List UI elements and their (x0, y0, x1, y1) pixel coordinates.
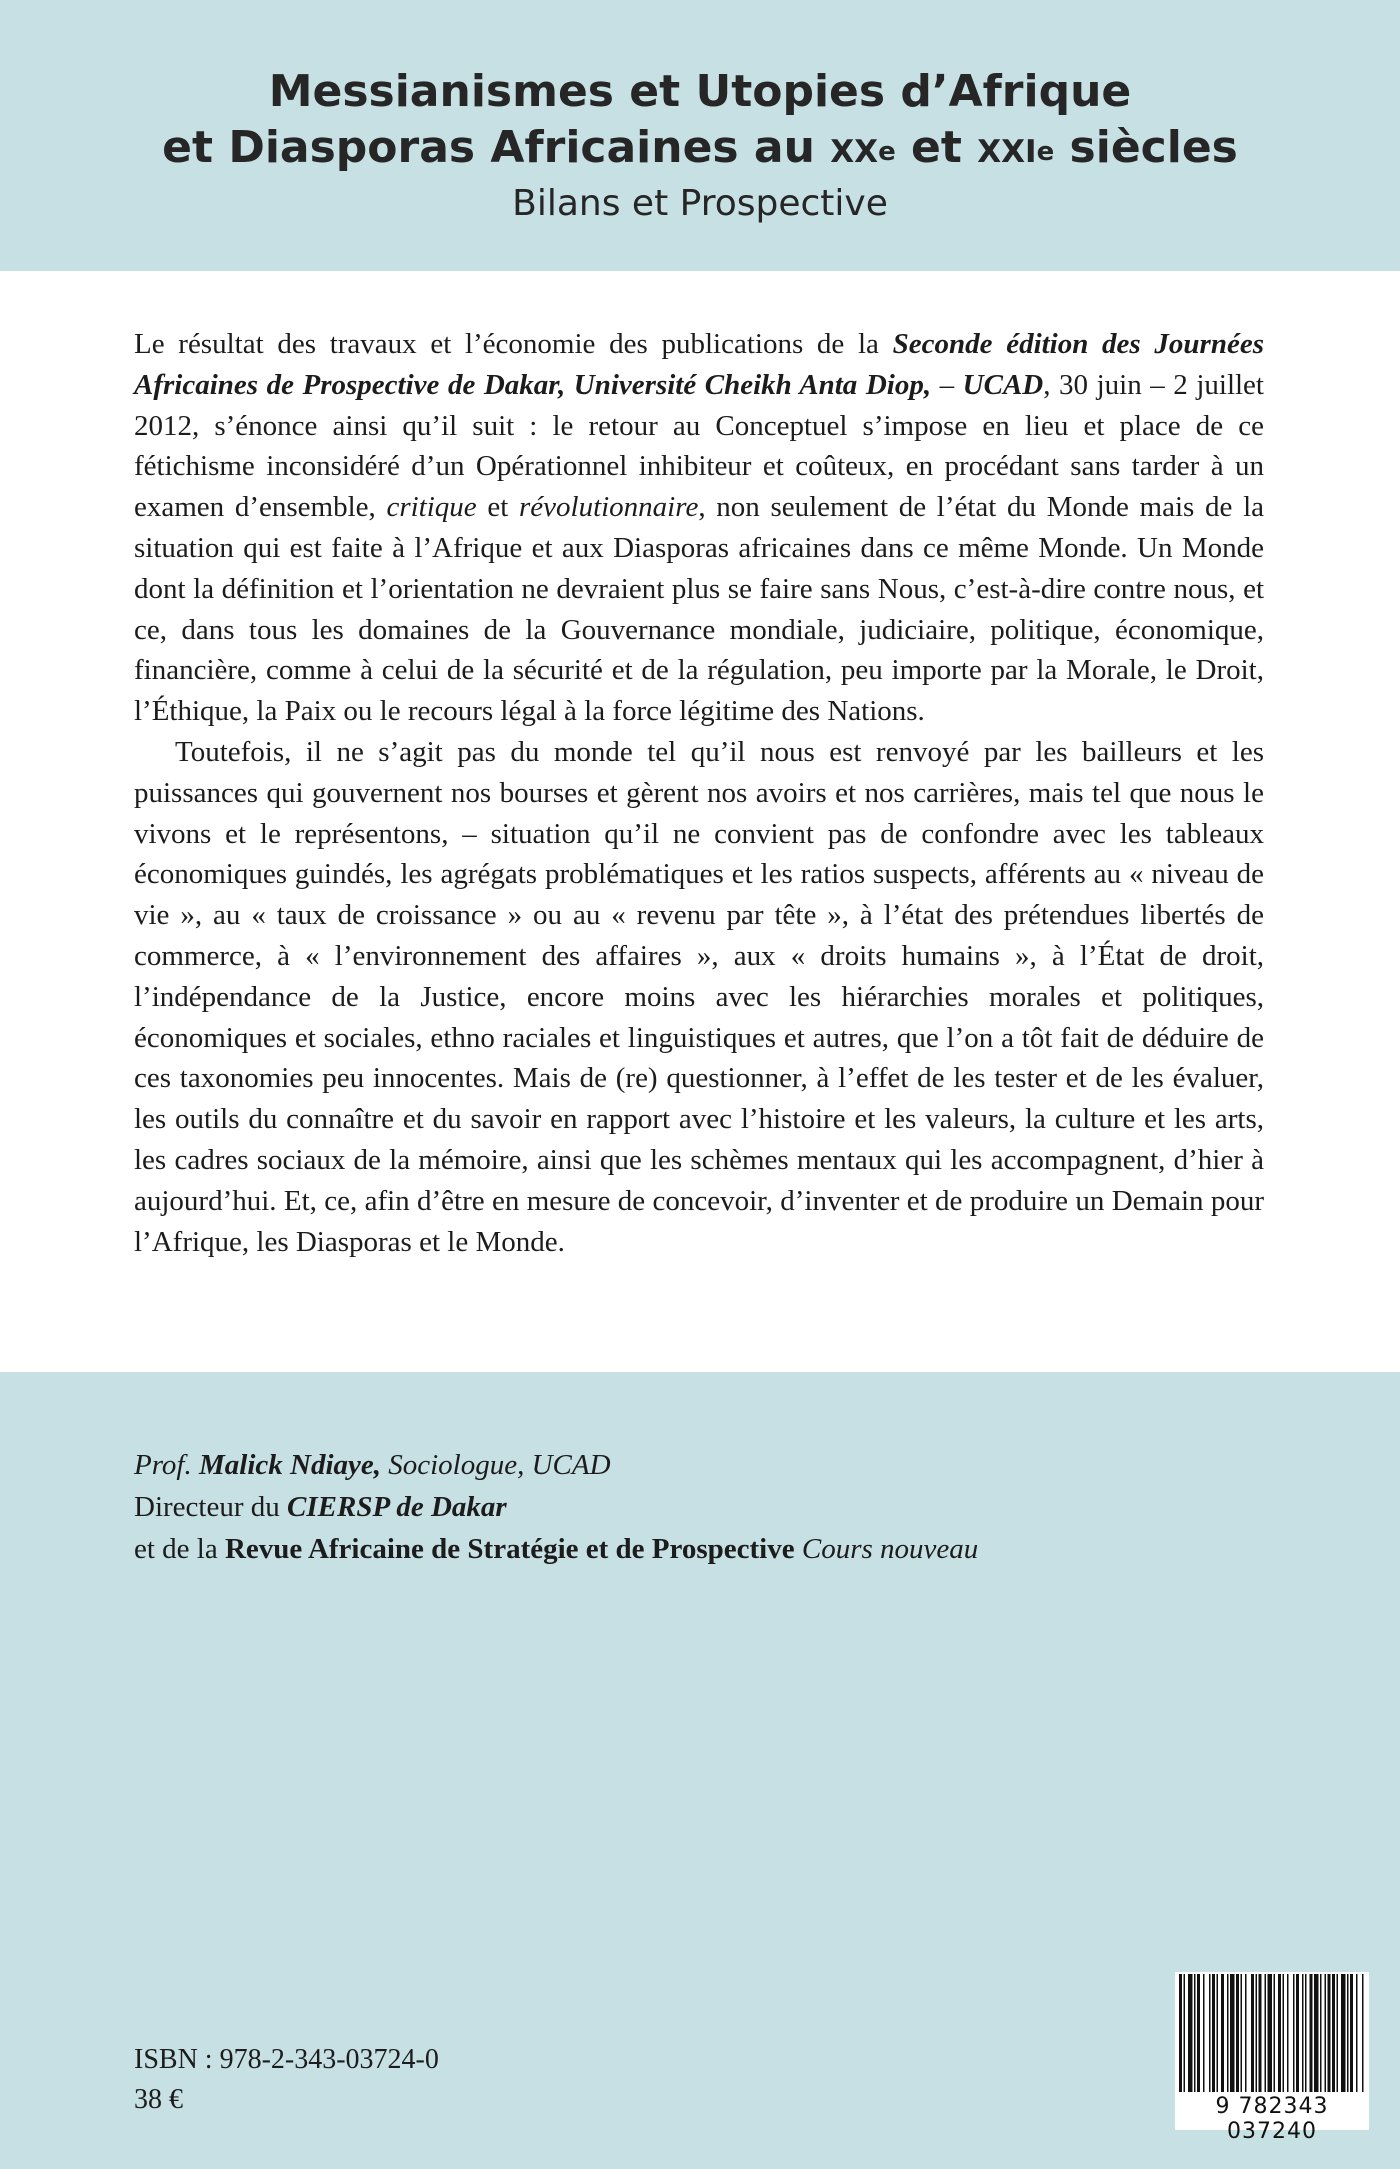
cover-header (0, 0, 1400, 271)
barcode-bar (1268, 1974, 1273, 2092)
p1-seg-5: , 30 juin – 2 juillet 2012, s’énonce ainsi qu’il suit : le retour au Conceptuel s’impose en lieu et place de ce fétichisme inconsidéré d’un Opérationnel inhibiteur et coûteux, en procédant sans tarder à un examen d’ensemble, (134, 368, 1264, 524)
barcode-bar (1217, 1974, 1219, 2092)
barcode-bar (1236, 1974, 1239, 2092)
book-subtitle: Bilans et Prospective (512, 183, 888, 224)
director-prefix: Directeur du (134, 1491, 287, 1523)
barcode-bars (1175, 1972, 1369, 2094)
century-twentieth: xx (830, 122, 879, 173)
barcode-bar (1203, 1974, 1205, 2092)
author-signature (134, 1444, 1334, 1570)
barcode-bar (1188, 1974, 1193, 2092)
barcode-bar (1293, 1974, 1295, 2092)
barcode-bar (1305, 1974, 1307, 2092)
barcode-bar (1332, 1974, 1335, 2092)
barcode-bar (1179, 1974, 1182, 2092)
title-line-2-prefix: et Diasporas Africaines au (162, 122, 831, 173)
prof-label: Prof. (134, 1449, 199, 1481)
barcode-bar (1197, 1974, 1200, 2092)
barcode-bar (1209, 1974, 1211, 2092)
signature-line-2 (134, 1486, 1334, 1528)
barcode-bar (1325, 1974, 1327, 2092)
barcode-bar (1259, 1974, 1262, 2092)
author-name: Malick Ndiaye, (198, 1449, 381, 1481)
barcode-bar (1320, 1974, 1322, 2092)
barcode-bar (1356, 1974, 1358, 2092)
barcode-bar (1362, 1974, 1364, 2092)
price: 38 € (134, 2084, 183, 2115)
barcode-bar (1212, 1974, 1215, 2092)
book-title (0, 0, 1400, 176)
summary-panel (0, 271, 1400, 1372)
barcode-bar (1296, 1974, 1299, 2092)
barcode-bar (1278, 1974, 1281, 2092)
revue-suffix: Cours nouveau (794, 1533, 979, 1565)
revue-name: Revue Africaine de Stratégie et de Prospective (224, 1533, 795, 1565)
barcode-bar (1230, 1974, 1235, 2092)
barcode-bar (1227, 1974, 1229, 2092)
barcode-bar (1274, 1974, 1276, 2092)
barcode-bar (1265, 1974, 1267, 2092)
barcode-bar (1256, 1974, 1258, 2092)
century-twenty-first: xxi (977, 122, 1037, 173)
title-line-2 (0, 120, 1400, 176)
barcode-bar (1350, 1974, 1353, 2092)
barcode-bar (1245, 1974, 1247, 2092)
barcode-bar (1337, 1974, 1339, 2092)
barcode-digits: 9 782343 037240 (1215, 2094, 1329, 2144)
title-line-1: Messianismes et Utopies d’Afrique (268, 66, 1132, 117)
revue-prefix: et de la (134, 1533, 225, 1565)
century-twentieth-sup: e (878, 137, 896, 167)
p1-seg-3: – (931, 368, 963, 401)
p1-seg-9: , non seulement de l’état du Monde mais de la situation qui est faite à l’Afrique et aux Diasporas africaines dans ce même Monde. Un Monde dont la définition et l’orientation ne devraient plus se faire sans Nous, c’est-à-dire contre nous, et ce, dans tous les domaines de la Gouvernance mondiale, judiciaire, politique, économique, financière, comme à celui de la sécurité et de la régulation, peu importe par la Morale, le Droit, l’Éthique, la Paix ou le recours légal à la force légitime des Nations. (134, 491, 1264, 728)
p1-ucad: UCAD (962, 368, 1044, 401)
barcode-bar (1341, 1974, 1346, 2092)
summary-paragraph-2: Toutefois, il ne s’agit pas du monde tel qu’il nous est renvoyé par les bailleurs et les puissances qui gouvernent nos bourses et gèrent nos avoirs et nos carrières, mais tel que nous le vivons et le représentons, – situation qu’il ne convient pas de confondre avec les tableaux économiques guindés, les agrégats problématiques et les ratios suspects, afférents au « niveau de vie », au « taux de croissance » ou au « revenu par tête », à l’état des prétendues libertés de commerce, à « l’environnement des affaires », aux « droits humains », à l’État de droit, l’indépendance de la Justice, encore moins avec les hiérarchies morales et politiques, économiques et sociales, ethno raciales et linguistiques et autres, que l’on a tôt fait de déduire de ces taxonomies peu innocentes. Mais de (re) questionner, à l’effet de les tester et de les évaluer, les outils du connaître et du savoir en rapport avec l’histoire et les valeurs, la culture et les arts, les cadres sociaux de la mémoire, ainsi que les schèmes mentaux qui les accompagnent, d’hier à aujourd’hui. Et, ce, afin d’être en mesure de concevoir, d’inventer et de produire un Demain pour l’Afrique, les Diasporas et le Monde. (134, 735, 1264, 1258)
p1-seg-1: Le résultat des travaux et l’économie des publications de la (134, 328, 893, 360)
signature-line-3 (134, 1528, 1334, 1570)
barcode-bar (1302, 1974, 1304, 2092)
barcode-bar (1184, 1974, 1186, 2092)
barcode-bar (1194, 1974, 1196, 2092)
publication-info (134, 2040, 439, 2120)
title-line-2-mid: et (895, 122, 978, 173)
barcode-bar (1328, 1974, 1331, 2092)
summary-text (134, 324, 1264, 1262)
century-twenty-first-sup: e (1036, 137, 1055, 167)
barcode-bar (1347, 1974, 1349, 2092)
p1-critique: critique (386, 491, 477, 524)
org-name: CIERSP de Dakar (287, 1491, 507, 1523)
signature-line-1 (134, 1444, 1334, 1486)
p1-seg-7: et (476, 491, 519, 524)
barcode-bar (1283, 1974, 1285, 2092)
barcode-bar (1310, 1974, 1313, 2092)
p1-revolutionnaire: révolutionnaire (518, 491, 699, 524)
title-line-2-suffix: siècles (1054, 122, 1238, 173)
p1-event-name: Seconde édition des Journées Africaines de Prospective de Dakar, Université Cheikh Anta Diop, (134, 328, 1264, 401)
barcode-bar (1287, 1974, 1289, 2092)
barcode-bar (1251, 1974, 1254, 2092)
barcode-bar (1221, 1974, 1224, 2092)
barcode-bar (1314, 1974, 1319, 2092)
summary-paragraph-1 (134, 324, 1264, 732)
author-role: Sociologue, UCAD (381, 1449, 611, 1481)
barcode (1175, 1972, 1369, 2144)
isbn: ISBN : 978-2-343-03724-0 (134, 2044, 439, 2075)
barcode-bar (1241, 1974, 1243, 2092)
